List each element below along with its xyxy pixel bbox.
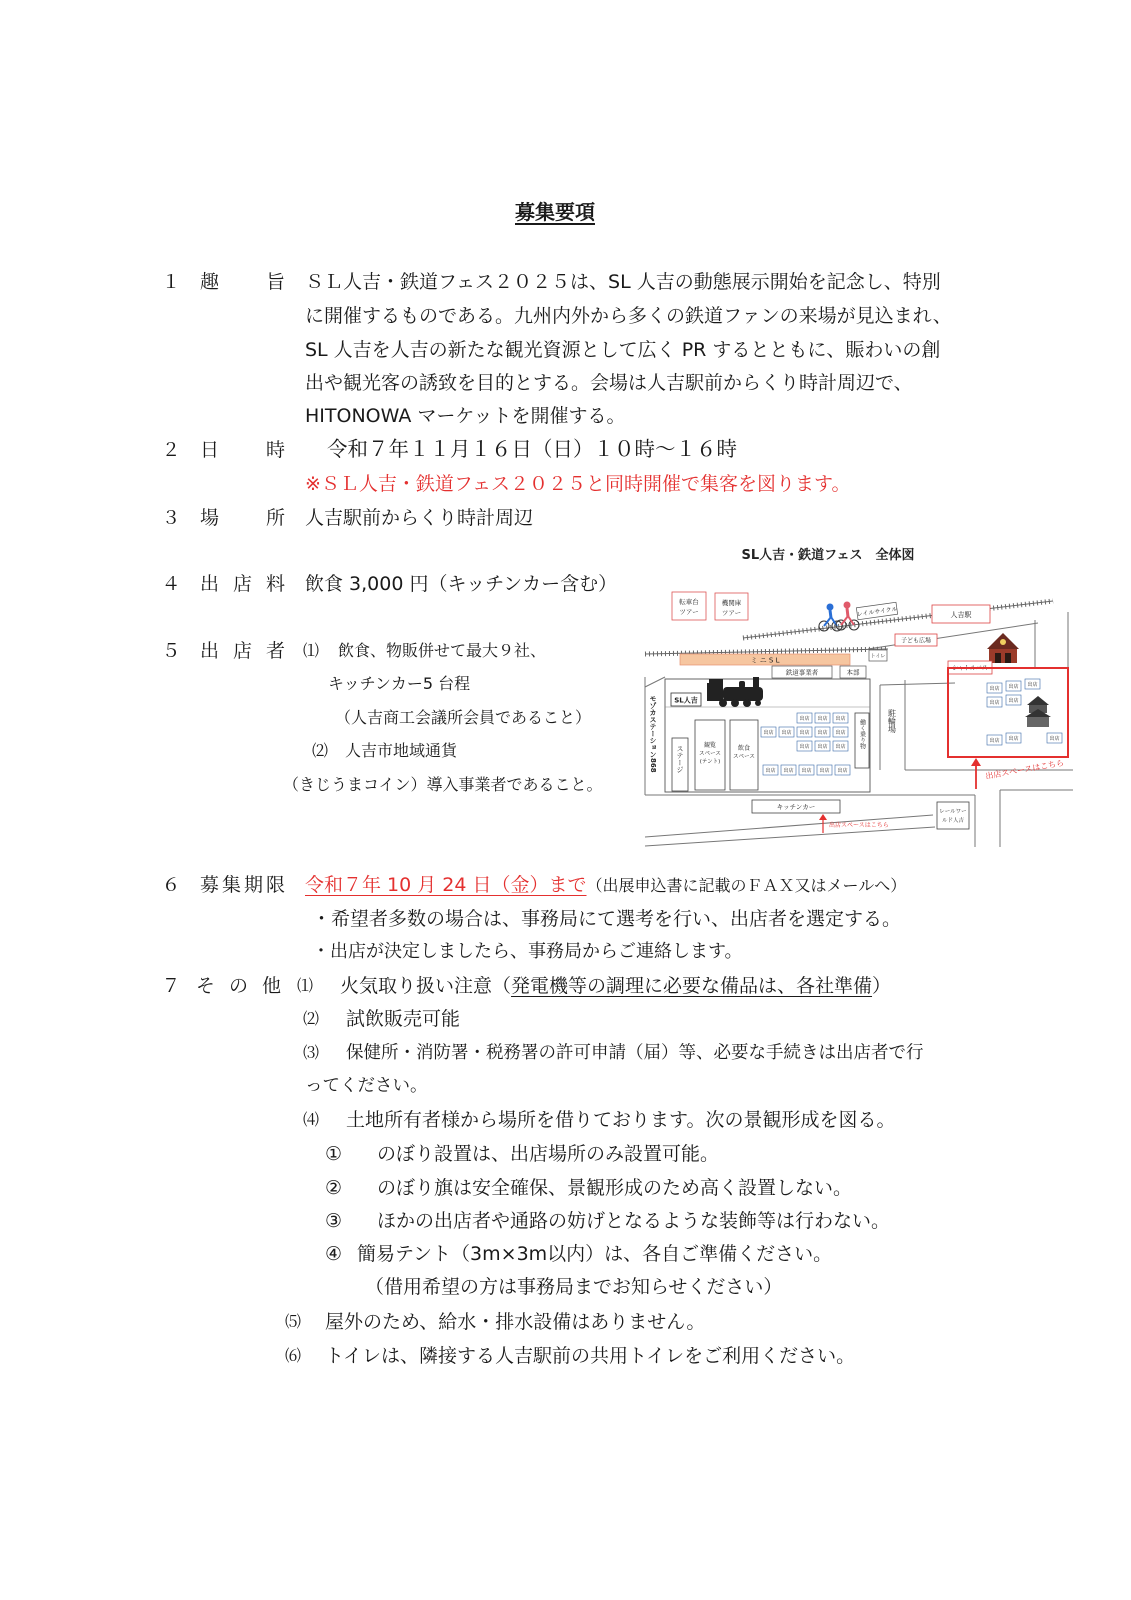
mini-sl-label: ミ ニ S L xyxy=(750,656,780,665)
fire-caution-text: 火気取り扱い注意（ xyxy=(340,975,512,997)
mozoca-station-label: モゾカステーション868 xyxy=(649,695,657,773)
booth xyxy=(797,741,812,751)
section-label: 出店者 xyxy=(200,640,285,662)
booth-label: 出店 xyxy=(835,716,846,722)
station-label: 人吉駅 xyxy=(950,611,972,619)
booth xyxy=(987,697,1002,707)
turntable-tour-label: ツアー xyxy=(679,608,699,616)
section-label: 場所 xyxy=(200,507,285,529)
exhibitor-item-text: 人吉市地域通貨 xyxy=(345,741,458,760)
booth xyxy=(815,727,830,737)
section-number: １ xyxy=(161,271,181,293)
other-item-text: 保健所・消防署・税務署の許可申請（届）等、必要な手続きは出店者で行 xyxy=(346,1043,924,1063)
booth-label: 出店 xyxy=(835,744,846,750)
rail-world-box xyxy=(937,802,969,829)
karakuri-clock-icon xyxy=(987,633,1019,663)
shuttle-bus-label: シャトルバス xyxy=(952,665,988,672)
purpose-line: に開催するものである。九州内外から多くの鉄道ファンの来場が見込まれ、 xyxy=(305,305,952,327)
rail-world-label: ルド人吉 xyxy=(941,818,965,824)
rail-world-label: レールワー xyxy=(939,809,967,815)
page-title: 募集要項 xyxy=(515,200,595,224)
booth-label: 出店 xyxy=(989,686,1000,692)
booth xyxy=(799,765,814,775)
dining-space-label: 飲食 xyxy=(737,745,751,752)
deadline-bullet: ・出店が決定しましたら、事務局からご連絡します。 xyxy=(312,941,743,962)
section-number: ２ xyxy=(161,439,181,461)
booth-label: 出店 xyxy=(1008,736,1019,742)
work-vehicles-label: 働く乗り物 xyxy=(858,719,866,749)
venue-map xyxy=(643,537,1073,847)
purpose-line: ＳＬ人吉・鉄道フェス２０２５は、SL 人吉の動態展示開始を記念し、特別 xyxy=(305,271,941,293)
booth xyxy=(987,683,1002,693)
locomotive-icon xyxy=(707,677,763,707)
booth xyxy=(761,727,776,737)
purpose-line: SL 人吉を人吉の新たな観光資源として広く PR するとともに、賑わいの創 xyxy=(305,339,941,361)
map-title: SL人吉・鉄道フェス 全体図 xyxy=(741,548,915,563)
booth-label: 出店 xyxy=(781,730,792,736)
event-note: ※ＳＬ人吉・鉄道フェス２０２５と同時開催で集客を図ります。 xyxy=(305,473,851,495)
engine-house-tour-label: 機関庫 xyxy=(721,599,742,607)
venue-text: 人吉駅前からくり時計周辺 xyxy=(305,507,534,529)
deadline-note: （出展申込書に記載のＦＡＸ又はメールへ） xyxy=(586,876,907,895)
other-item-text xyxy=(340,974,891,998)
subitem-text: のぼり旗は安全確保、景観形成のため高く設置しない。 xyxy=(377,1177,853,1199)
section-number: ５ xyxy=(161,640,181,662)
booth-label: 出店 xyxy=(1008,698,1019,704)
event-datetime: 令和７年１１月１６日（日）１０時～１６時 xyxy=(327,437,737,461)
railway-lower xyxy=(645,649,888,654)
item-marker: ⑷ xyxy=(303,1110,320,1129)
turntable-tour-label: 転車台 xyxy=(679,598,699,606)
booth-label: 出店 xyxy=(817,730,828,736)
other-item-text: トイレは、隣接する人吉駅前の共用トイレをご利用ください。 xyxy=(325,1345,856,1367)
booth-label: 出店 xyxy=(799,744,810,750)
booth-label: 出店 xyxy=(799,716,810,722)
subitem-marker: ③ xyxy=(325,1210,343,1232)
booth-label: 出店 xyxy=(799,730,810,736)
booth-here-main-arrow xyxy=(971,758,981,789)
booth xyxy=(835,765,850,775)
booth-label: 出店 xyxy=(765,768,776,774)
exhibitor-item-cont: キッチンカー5 台程 xyxy=(328,674,471,693)
other-item-text: 土地所有者様から場所を借りております。次の景観形成を図る。 xyxy=(346,1109,896,1131)
exhibitor-item-cont: （人吉商工会議所会員であること） xyxy=(335,708,592,727)
deadline-date: 令和７年 10 月 24 日（金）まで xyxy=(305,874,587,896)
booth-label: 出店 xyxy=(801,768,812,774)
booth xyxy=(987,735,1002,745)
other-item-cont: ってください。 xyxy=(305,1076,428,1096)
other-item-text: 試飲販売可能 xyxy=(346,1008,461,1030)
item-marker: ⑹ xyxy=(285,1346,302,1365)
fire-caution-underlined: 発電機等の調理に必要な備品は、各社準備 xyxy=(511,975,873,997)
booth-here-main-label: 出店スペースはこちら xyxy=(984,758,1065,781)
sl-label: SL人吉 xyxy=(674,696,698,705)
booth-label: 出店 xyxy=(989,700,1000,706)
item-marker: ⑶ xyxy=(303,1043,320,1062)
subitem-note: （借用希望の方は事務局までお知らせください） xyxy=(365,1276,783,1298)
subitem-text: ほかの出店者や通路の妨げとなるような装飾等は行わない。 xyxy=(377,1210,891,1232)
booth-label: 出店 xyxy=(1008,684,1019,690)
booth xyxy=(1025,679,1040,689)
booth xyxy=(833,713,848,723)
deadline-bullet: ・希望者多数の場合は、事務局にて選考を行い、出店者を選定する。 xyxy=(312,908,902,930)
booth xyxy=(763,765,778,775)
section-number: ４ xyxy=(161,573,181,595)
subitem-marker: ① xyxy=(325,1143,343,1165)
booth xyxy=(797,727,812,737)
booth xyxy=(815,741,830,751)
exhibitor-item-text: 飲食、物販併せて最大９社、 xyxy=(338,641,547,660)
booth-label: 出店 xyxy=(783,768,794,774)
hq-label: 本部 xyxy=(846,668,860,677)
operators-label: 鉄道事業者 xyxy=(785,668,819,677)
other-item-text: 屋外のため、給水・排水設備はありません。 xyxy=(325,1311,706,1333)
section-label: その他 xyxy=(196,975,281,997)
dining-space-label: スペース xyxy=(733,754,755,760)
section-number: ７ xyxy=(161,975,181,997)
booth xyxy=(779,727,794,737)
item-marker: ⑵ xyxy=(303,1009,320,1028)
item-marker: ⑴ xyxy=(303,641,320,660)
castle-clock-icon xyxy=(1025,696,1051,727)
section-label: 出店料 xyxy=(200,573,285,595)
booth xyxy=(1006,695,1021,705)
booth xyxy=(1006,733,1021,743)
item-marker: ⑵ xyxy=(312,741,329,760)
subitem-marker: ② xyxy=(325,1177,343,1199)
subitem-text: 簡易テント（3m×3m以内）は、各自ご準備ください。 xyxy=(357,1243,833,1265)
booth-label: 出店 xyxy=(835,730,846,736)
booth xyxy=(833,727,848,737)
section-number: ３ xyxy=(161,507,181,529)
booth-grid xyxy=(761,679,1062,775)
section-label: 趣旨 xyxy=(200,271,285,293)
booth-label: 出店 xyxy=(819,768,830,774)
purpose-line: HITONOWA マーケットを開催する。 xyxy=(305,405,626,427)
booth xyxy=(833,741,848,751)
fee-text: 飲食 3,000 円（キッチンカー含む） xyxy=(305,573,618,595)
item-marker: ⑴ xyxy=(297,976,314,995)
booth-label: 出店 xyxy=(817,744,828,750)
item-marker: ⑸ xyxy=(285,1312,302,1331)
section-number: ６ xyxy=(161,874,181,896)
booth xyxy=(797,713,812,723)
booth-label: 出店 xyxy=(763,730,774,736)
section-label: 募集期限 xyxy=(200,874,285,896)
booth xyxy=(781,765,796,775)
kitchen-car-label: キッチンカー xyxy=(776,803,816,811)
kids-plaza-label: 子ども広場 xyxy=(900,637,932,645)
booth-label: 出店 xyxy=(1027,682,1038,688)
booth-label: 出店 xyxy=(1049,736,1060,742)
booth xyxy=(817,765,832,775)
railway-upper xyxy=(743,601,1053,638)
booth xyxy=(1006,681,1021,691)
engine-house-tour-label: ツアー xyxy=(721,609,742,617)
booth-here-small-label: 出店スペースはこちら xyxy=(829,822,889,829)
booth-label: 出店 xyxy=(837,768,848,774)
subitem-text: のぼり設置は、出店場所のみ設置可能。 xyxy=(377,1143,720,1165)
exhibitor-item-cont: （きじうまコイン）導入事業者であること。 xyxy=(283,775,603,794)
section-label: 日時 xyxy=(200,439,285,461)
toilet-label: トイレ xyxy=(870,653,886,660)
bicycle-parking-label: 駐輪場 xyxy=(887,709,897,733)
viewing-space-label: (テント) xyxy=(699,759,721,765)
booth-label: 出店 xyxy=(989,738,1000,744)
subitem-marker: ④ xyxy=(325,1243,343,1265)
viewing-space-label: 観覧 xyxy=(703,742,717,749)
booth xyxy=(815,713,830,723)
fire-caution-close: ） xyxy=(872,975,892,997)
viewing-space-label: スペース xyxy=(699,751,721,757)
rail-cycle-label: レイルサイクル xyxy=(856,605,898,619)
booth-label: 出店 xyxy=(817,716,828,722)
deadline-line xyxy=(305,873,906,898)
stage-label: ステージ xyxy=(676,745,684,773)
purpose-line: 出や観光客の誘致を目的とする。会場は人吉駅前からくり時計周辺で、 xyxy=(305,372,913,394)
booth xyxy=(1047,733,1062,743)
